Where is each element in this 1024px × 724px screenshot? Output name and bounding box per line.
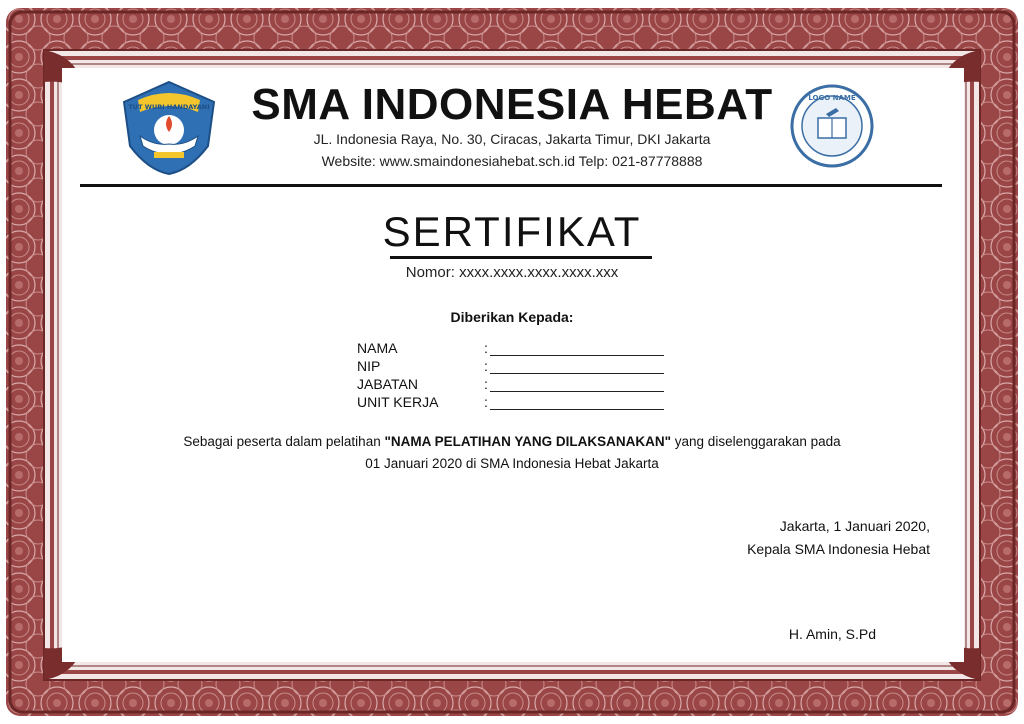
certificate-number: Nomor: xxxx.xxxx.xxxx.xxxx.xxx [405, 264, 619, 281]
field-line-nama [490, 355, 664, 356]
school-address: JL. Indonesia Raya, No. 30, Ciracas, Jakarta Timur, DKI Jakarta [313, 131, 711, 147]
signature-place-date: Jakarta, 1 Januari 2020, [779, 518, 930, 534]
field-colon: : [484, 358, 488, 374]
signature-position: Kepala SMA Indonesia Hebat [747, 541, 930, 557]
signatory-name: H. Amin, S.Pd [788, 626, 876, 642]
field-label-jabatan: JABATAN [357, 376, 418, 392]
field-label-nama: NAMA [357, 340, 398, 356]
field-line-unit-kerja [490, 409, 664, 410]
field-colon: : [484, 340, 488, 356]
certificate-title: SERTIFIKAT [382, 208, 642, 255]
field-colon: : [484, 376, 488, 392]
given-to-label: Diberikan Kepada: [450, 309, 574, 325]
svg-text:LOGO NAME: LOGO NAME [808, 94, 856, 102]
svg-text:TUT WURI HANDAYANI: TUT WURI HANDAYANI [128, 103, 210, 111]
statement-suffix: yang diselenggarakan pada [671, 434, 841, 449]
statement-line-1 [0, 434, 1024, 449]
title-underline [390, 256, 652, 259]
field-label-nip: NIP [357, 358, 381, 374]
field-colon: : [484, 394, 488, 410]
statement-line-2: 01 Januari 2020 di SMA Indonesia Hebat Jakarta [365, 456, 659, 471]
statement-prefix: Sebagai peserta dalam pelatihan [183, 434, 385, 449]
field-line-nip [490, 373, 664, 374]
school-contact: Website: www.smaindonesiahebat.sch.id Telp: 021-87778888 [321, 153, 703, 169]
field-label-unit-kerja: UNIT KERJA [357, 394, 439, 410]
school-name: SMA INDONESIA HEBAT [251, 80, 773, 129]
header-divider [80, 184, 942, 187]
training-name: "NAMA PELATIHAN YANG DILAKSANAKAN" [384, 434, 672, 449]
field-line-jabatan [490, 391, 664, 392]
